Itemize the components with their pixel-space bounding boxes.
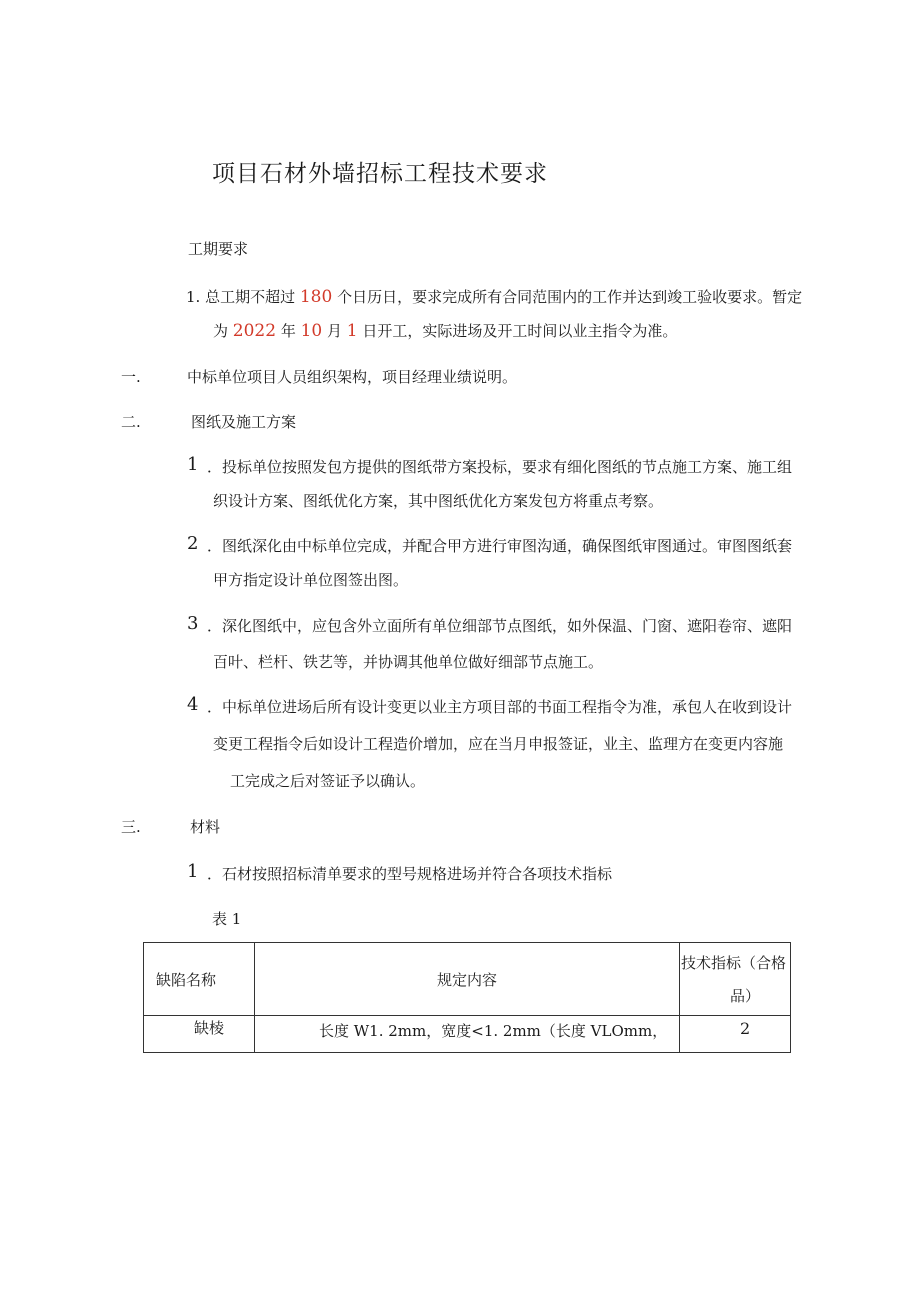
start-month: 10 — [300, 321, 323, 341]
defect-spec-table — [143, 942, 791, 1053]
section2-item-1-number: 1 — [187, 454, 199, 475]
section2-number: 二. — [121, 413, 141, 431]
schedule-line1-suffix: 个日历日，要求完成所有合同范围内的工作并达到竣工验收要求。暂定 — [332, 288, 803, 306]
start-year: 2022 — [232, 321, 277, 341]
header-tech-index: 技术指标（合格 品） — [680, 943, 791, 1016]
schedule-line1-prefix: 1. 总工期不超过 — [186, 288, 300, 306]
cell-tech-index: 2 — [680, 1016, 791, 1053]
schedule-line2-c: 月 — [322, 322, 347, 340]
section2-item-2-line-2: 甲方指定设计单位图签出图。 — [213, 571, 409, 589]
schedule-days: 180 — [299, 287, 333, 307]
section1-text: 中标单位项目人员组织架构，项目经理业绩说明。 — [187, 368, 518, 386]
header-defect-name: 缺陷名称 — [144, 943, 255, 1016]
section2-item-4-line-3: 工完成之后对签证予以确认。 — [230, 772, 426, 790]
schedule-line2-b: 年 — [276, 322, 301, 340]
schedule-line2-a: 为 — [213, 322, 233, 340]
table-caption: 表 1 — [212, 910, 242, 928]
section3-item-1-text: ．石材按照招标清单要求的型号规格进场并符合各项技术指标 — [207, 865, 613, 883]
section2-item-4-line-2: 变更工程指令后如设计工程造价增加，应在当月申报签证，业主、监理方在变更内容施 — [213, 735, 784, 753]
table-row — [144, 1016, 791, 1053]
section2-item-2-number: 2 — [187, 533, 199, 554]
header-spec-content: 规定内容 — [255, 943, 680, 1016]
section2-heading: 图纸及施工方案 — [191, 413, 297, 431]
schedule-line-2 — [213, 320, 677, 341]
section2-item-2-line-1: ．图纸深化由中标单位完成，并配合甲方进行审图沟通，确保图纸审图通过。审图图纸套 — [207, 537, 793, 555]
section2-item-3-line-2: 百叶、栏杆、铁艺等，并协调其他单位做好细部节点施工。 — [213, 653, 604, 671]
section1-number: 一. — [121, 368, 141, 386]
section3-number: 三. — [121, 818, 141, 836]
section3-item-1-number: 1 — [187, 861, 199, 882]
section2-item-4-number: 4 — [187, 694, 199, 715]
cell-spec-content: 长度 W1. 2mm，宽度<1. 2mm（长度 VLOmm， — [255, 1016, 680, 1053]
schedule-heading: 工期要求 — [188, 240, 249, 258]
section2-item-1-line-1: ．投标单位按照发包方提供的图纸带方案投标，要求有细化图纸的节点施工方案、施工组 — [207, 458, 793, 476]
section2-item-3-number: 3 — [187, 613, 199, 634]
section3-heading: 材料 — [190, 818, 221, 836]
page-title: 项目石材外墙招标工程技术要求 — [212, 161, 548, 187]
section2-item-3-line-1: ．深化图纸中，应包含外立面所有单位细部节点图纸，如外保温、门窗、遮阳卷帘、遮阳 — [207, 617, 793, 635]
cell-defect-name: 缺棱 — [144, 1016, 255, 1053]
start-day: 1 — [346, 321, 358, 341]
section2-item-4-line-1: ．中标单位进场后所有设计变更以业主方项目部的书面工程指令为准，承包人在收到设计 — [207, 698, 793, 716]
section2-item-1-line-2: 织设计方案、图纸优化方案，其中图纸优化方案发包方将重点考察。 — [213, 492, 664, 510]
schedule-line-1 — [186, 286, 802, 307]
schedule-line2-d: 日开工，实际进场及开工时间以业主指令为准。 — [357, 322, 678, 340]
table-header-row — [144, 943, 791, 1016]
